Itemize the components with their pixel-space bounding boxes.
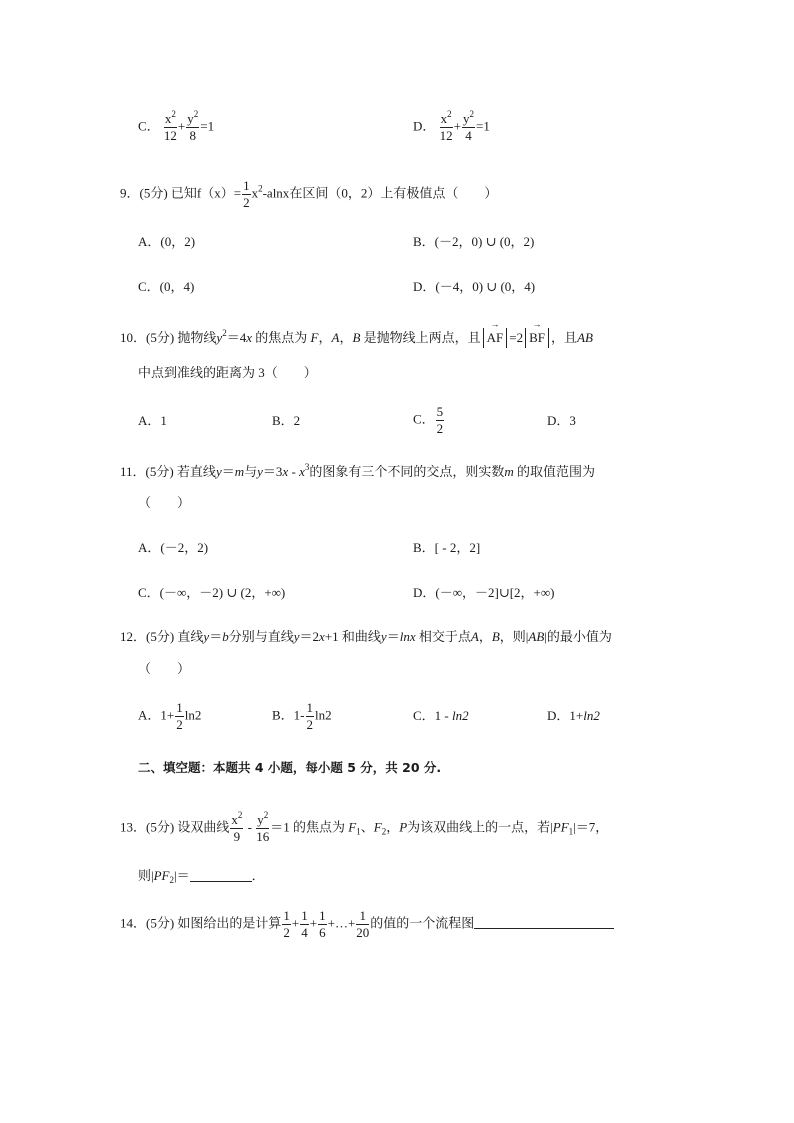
fraction: $\frac{1}{2}$ — [306, 700, 314, 732]
q9-option-d: D．(－4，0) ∪ (0，4) — [413, 279, 536, 294]
q8-option-d: D． $\frac{x^2}{12}$ + $\frac{y^2}{4}$ =1 — [413, 109, 490, 143]
q10-option-c: C． $\frac{5}{2}$ — [413, 404, 444, 436]
q12-option-a: A．1+ $\frac{1}{2}$ ln2 — [138, 700, 202, 732]
fraction: $\frac{1}{2}$ — [243, 178, 250, 210]
fraction: $\frac{1}{4}$ — [301, 908, 308, 940]
question-10: 10．(5分) 抛物线$y^2=4x$ 的焦点为 F，A，B 是抛物线上两点，且 → AF =2 → BF ，且AB — [120, 328, 593, 348]
question-12: 12．(5分) 直线y＝b分别与直线y＝2x+1 和曲线y＝lnx 相交于点A，B，则|AB|的最小值为 — [120, 629, 612, 644]
question-11-line2: （ ） — [138, 495, 191, 510]
q11-option-a: A．(－2，2) — [138, 540, 209, 555]
q10-option-d: D．3 — [547, 413, 576, 428]
question-14: 14．(5分) 如图给出的是计算 $\frac{1}{2}$ + $\frac{1}{4}$ + $\frac{1}{6}$ +…+ $\frac{1}{20}$ 的值的一个流程图 — [120, 908, 614, 941]
question-12-line2: （ ） — [138, 661, 191, 676]
answer-blank[interactable] — [190, 867, 252, 882]
q9-option-c: C．(0，4) — [138, 279, 195, 294]
question-9: 9．(5分) 已知f（x）= $\frac{1}{2}$ $x^2$-alnx在区间（0，2）上有极值点（ ） — [120, 178, 498, 210]
question-11: 11．(5分) 若直线y＝m与$y=3x - x^3$的图象有三个不同的交点，则实数m 的取值范围为 — [120, 462, 596, 479]
question-10-line2: 中点到准线的距离为 3（ ） — [138, 365, 317, 380]
question-13: 13．(5分) 设双曲线 $\frac{x^2}{9}$ - $\frac{y^2}{16}$ ＝1 的焦点为 $F_1$、$F_2$，P为该双曲线上的一点，若$|PF_1|=7$， — [120, 810, 609, 844]
question-13-line2: 则$|PF_2|=$ ． — [138, 868, 265, 885]
fraction: $\frac{1}{20}$ — [356, 908, 370, 940]
fraction: $\frac{y^2}{16}$ — [256, 810, 270, 844]
q9-option-b: B．(－2，0) ∪ (0，2) — [413, 234, 535, 249]
fraction: $\frac{1}{2}$ — [283, 908, 290, 940]
vector-bf: → BF — [525, 328, 549, 348]
q12-option-d: D．1+ln2 — [547, 708, 600, 723]
fraction: $\frac{x^2}{12}$ — [439, 109, 453, 143]
fraction: $\frac{1}{2}$ — [176, 700, 183, 732]
q12-option-c: C．1 - ln2 — [413, 708, 469, 723]
q11-option-d: D．(－∞，－2]∪[2，+∞) — [413, 585, 555, 600]
q9-option-a: A．(0，2) — [138, 234, 196, 249]
vector-af: → AF — [483, 328, 508, 348]
fraction: $\frac{y^2}{4}$ — [462, 109, 474, 143]
q11-option-b: B．[ - 2，2] — [413, 540, 481, 555]
q12-option-b: B．1- $\frac{1}{2}$ ln2 — [272, 700, 332, 732]
q10-option-b: B．2 — [272, 413, 301, 428]
q10-option-a: A．1 — [138, 413, 167, 428]
q11-option-c: C．(－∞，－2) ∪ (2，+∞) — [138, 585, 286, 600]
q8-option-c: C． $\frac{x^2}{12}$ + $\frac{y^2}{8}$ =1 — [138, 109, 215, 143]
fraction: $\frac{5}{2}$ — [436, 404, 444, 436]
fraction: $\frac{x^2}{12}$ — [163, 109, 177, 143]
fraction: $\frac{y^2}{8}$ — [187, 109, 199, 143]
fraction: $\frac{1}{6}$ — [319, 908, 326, 940]
section-heading: 二、填空题：本题共 4 小题，每小题 5 分，共 20 分. — [138, 760, 442, 775]
answer-blank[interactable] — [474, 914, 614, 929]
fraction: $\frac{x^2}{9}$ — [231, 810, 243, 844]
